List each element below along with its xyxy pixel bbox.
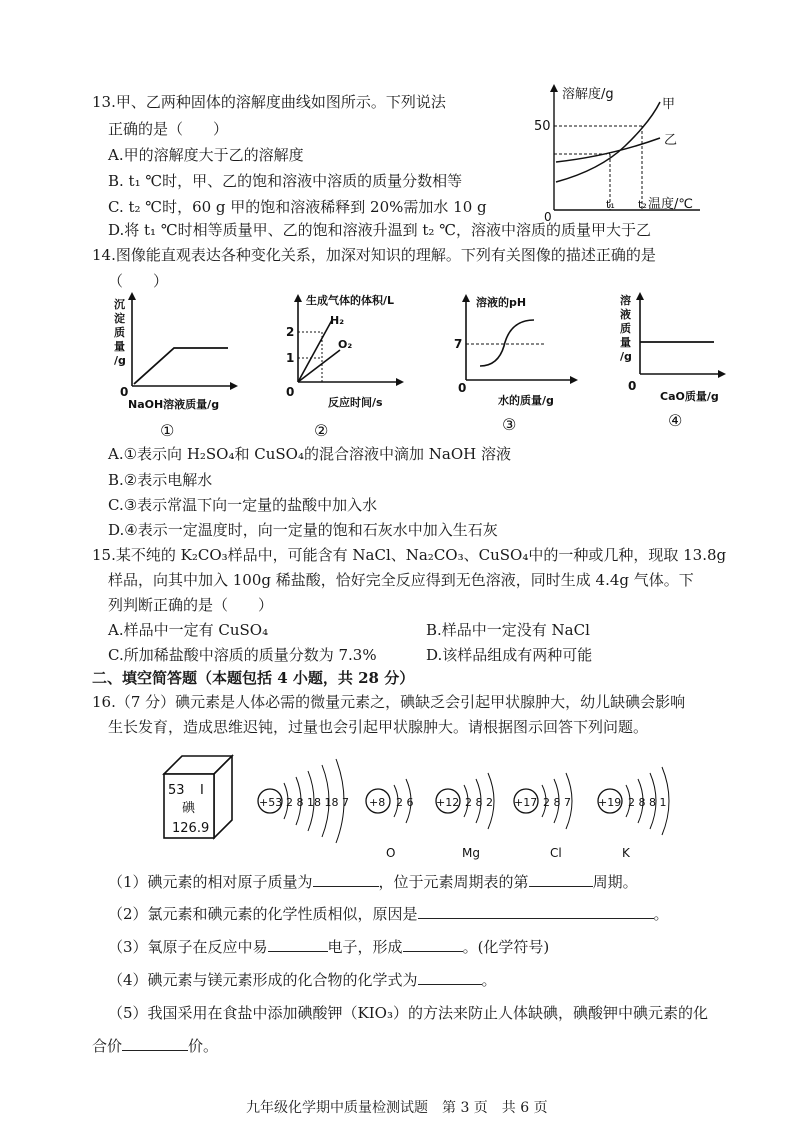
g2-number: ② <box>314 421 329 440</box>
atomic-mass: 126.9 <box>172 821 210 836</box>
potassium-nucleus: +19 <box>598 796 622 809</box>
q15-option-c: C.所加稀盐酸中溶质的质量分数为 7.3% <box>108 646 377 664</box>
g2-h2-line <box>298 320 332 382</box>
origin-label: 0 <box>544 210 552 224</box>
q13-option-c: C. t₂ ℃时，60 g 甲的饱和溶液稀释到 20%需加水 10 g <box>108 198 487 216</box>
t2-label: t₂ <box>638 198 647 211</box>
g4-number: ④ <box>668 411 683 430</box>
q16-part-3: （3）氧原子在反应中易 电子，形成 。(化学符号) <box>108 938 550 956</box>
q15-stem-line2: 样品，向其中加入 100g 稀盐酸，恰好完全反应得到无色溶液，同时生成 4.4g 气体。下 <box>108 571 694 589</box>
q13-option-b: B. t₁ ℃时，甲、乙的饱和溶液中溶质的质量分数相等 <box>108 172 463 190</box>
g2-y1: 1 <box>286 351 295 365</box>
oxygen-shells: 2 6 <box>396 796 414 809</box>
g2-o2-label: O₂ <box>338 338 353 351</box>
q15-option-d: D.该样品组成有两种可能 <box>426 646 593 664</box>
g1-ylabel-5: /g <box>114 354 126 367</box>
q15-option-b: B.样品中一定没有 NaCl <box>426 621 590 639</box>
answer-blank-4[interactable] <box>418 970 482 985</box>
y-tick-50: 50 <box>534 119 551 134</box>
g3-number: ③ <box>502 415 517 434</box>
y-axis-label: 溶解度/g <box>562 87 614 102</box>
iodine-atom <box>258 759 349 843</box>
q13-option-d: D.将 t₁ ℃时相等质量甲、乙的饱和溶液升温到 t₂ ℃，溶液中溶质的质量甲大于乙 <box>108 221 651 239</box>
g4-xlabel: CaO质量/g <box>660 390 719 403</box>
q14-option-a: A.①表示向 H₂SO₄和 CuSO₄的混合溶液中滴加 NaOH 溶液 <box>108 445 511 463</box>
t1-label: t₁ <box>606 198 615 211</box>
g4-ylabel-1: 溶 <box>620 294 631 307</box>
g2-y2: 2 <box>286 325 295 339</box>
q14-option-d: D.④表示一定温度时，向一定量的饱和石灰水中加入生石灰 <box>108 521 498 539</box>
g4-ylabel-2: 液 <box>620 308 631 321</box>
potassium-shells: 2 8 8 1 <box>628 796 667 809</box>
q15-stem-line1: 15.某不纯的 K₂CO₃样品中，可能含有 NaCl、Na₂CO₃、CuSO₄中的一种或几种，现取 13.8g <box>92 546 727 564</box>
g3-curve <box>480 320 534 366</box>
q16-part-5: （5）我国采用在食盐中添加碘酸钾（KIO₃）的方法来防止人体缺碘，碘酸钾中碘元素的化 <box>108 1004 708 1022</box>
g2-origin: 0 <box>286 385 295 399</box>
g2-xlabel: 反应时间/s <box>328 396 383 409</box>
q16-stem-line2: 生长发育，造成思维迟钝，过量也会引起甲状腺肿大。请根据图示回答下列问题。 <box>108 718 649 736</box>
q14-graph-2 <box>280 290 420 440</box>
chlorine-shells: 2 8 7 <box>543 796 571 809</box>
g1-ylabel-4: 量 <box>114 340 125 353</box>
magnesium-label: Mg <box>462 846 480 860</box>
magnesium-shells: 2 8 2 <box>465 796 493 809</box>
g4-ylabel-4: 量 <box>620 336 631 349</box>
page-footer: 九年级化学期中质量检测试题 第 3 页 共 6 页 <box>246 1100 548 1116</box>
potassium-atom <box>598 767 669 860</box>
g3-origin: 0 <box>458 381 467 395</box>
g4-ylabel-3: 质 <box>620 322 631 335</box>
curve-jia-label: 甲 <box>662 97 676 112</box>
q14-option-c: C.③表示常温下向一定量的盐酸中加入水 <box>108 496 378 514</box>
q14-stem-line1: 14.图像能直观表达各种变化关系，加深对知识的理解。下列有关图像的描述正确的是 <box>92 246 656 264</box>
g2-h2-label: H₂ <box>330 314 345 327</box>
iodine-nucleus: +53 <box>259 796 283 809</box>
atomic-number: 53 <box>168 783 185 798</box>
g1-origin: 0 <box>120 385 129 399</box>
q16-part-2: （2）氯元素和碘元素的化学性质相似，原因是 。 <box>108 905 669 923</box>
oxygen-label: O <box>386 846 396 860</box>
q15-option-a: A.样品中一定有 CuSO₄ <box>108 621 269 639</box>
g4-ylabel-5: /g <box>620 350 632 363</box>
curve-yi <box>556 138 660 162</box>
curve-yi-label: 乙 <box>664 133 678 148</box>
element-name: 碘 <box>182 801 196 816</box>
atom-structure-diagrams <box>240 745 700 865</box>
chlorine-atom <box>514 773 572 860</box>
q13-stem-line2: 正确的是（ ） <box>108 120 229 138</box>
answer-blank-1a[interactable] <box>313 872 379 887</box>
answer-blank-2[interactable] <box>418 904 654 919</box>
q14-stem-line2: （ ） <box>108 272 169 290</box>
g1-curve <box>134 348 228 384</box>
curve-jia <box>556 102 660 182</box>
g3-ylabel: 溶液的pH <box>476 296 527 309</box>
q16-part-4: （4）碘元素与镁元素形成的化合物的化学式为 。 <box>108 971 497 989</box>
potassium-label: K <box>622 846 630 860</box>
iodine-cell <box>160 752 236 842</box>
q14-option-b: B.②表示电解水 <box>108 471 213 489</box>
q13-option-a: A.甲的溶解度大于乙的溶解度 <box>108 146 304 164</box>
answer-blank-1b[interactable] <box>529 872 593 887</box>
g3-y7: 7 <box>454 337 463 351</box>
magnesium-nucleus: +12 <box>436 796 460 809</box>
q16-part-5-cont: 合价 价。 <box>92 1037 219 1055</box>
g1-ylabel-3: 质 <box>114 326 125 339</box>
x-axis-label: 温度/℃ <box>648 197 693 212</box>
g2-o2-line <box>298 350 340 382</box>
chlorine-label: Cl <box>550 846 562 860</box>
iodine-shells: 2 8 18 18 7 <box>286 796 349 809</box>
magnesium-atom <box>436 773 494 860</box>
q16-stem-line1: 16.（7 分）碘元素是人体必需的微量元素之，碘缺乏会引起甲状腺肿大，幼儿缺碘会影响 <box>92 693 686 711</box>
g1-ylabel-2: 淀 <box>114 312 125 325</box>
q16-part-1: （1）碘元素的相对原子质量为 ，位于元素周期表的第 周期。 <box>108 873 638 891</box>
g1-number: ① <box>160 421 175 440</box>
q14-graph-3 <box>452 290 592 440</box>
oxygen-nucleus: +8 <box>369 796 386 809</box>
g1-xlabel: NaOH溶液质量/g <box>128 398 220 411</box>
g4-origin: 0 <box>628 379 637 393</box>
answer-blank-3a[interactable] <box>268 937 328 952</box>
q14-graph-4 <box>614 290 734 440</box>
g3-xlabel: 水的质量/g <box>498 394 554 407</box>
q15-stem-line3: 列判断正确的是（ ） <box>108 596 274 614</box>
q13-stem-line1: 13.甲、乙两种固体的溶解度曲线如图所示。下列说法 <box>92 93 446 111</box>
oxygen-atom <box>366 779 414 860</box>
q13-solubility-graph <box>530 82 730 224</box>
g1-ylabel-1: 沉 <box>114 298 125 311</box>
y-arrow <box>550 84 558 92</box>
answer-blank-3b[interactable] <box>403 937 463 952</box>
element-symbol: I <box>200 783 204 798</box>
section-2-heading: 二、填空简答题（本题包括 4 小题，共 28 分） <box>92 669 415 687</box>
g2-ylabel: 生成气体的体积/L <box>306 294 395 307</box>
chlorine-nucleus: +17 <box>514 796 538 809</box>
answer-blank-5[interactable] <box>122 1036 188 1051</box>
q14-graph-1 <box>110 290 250 440</box>
